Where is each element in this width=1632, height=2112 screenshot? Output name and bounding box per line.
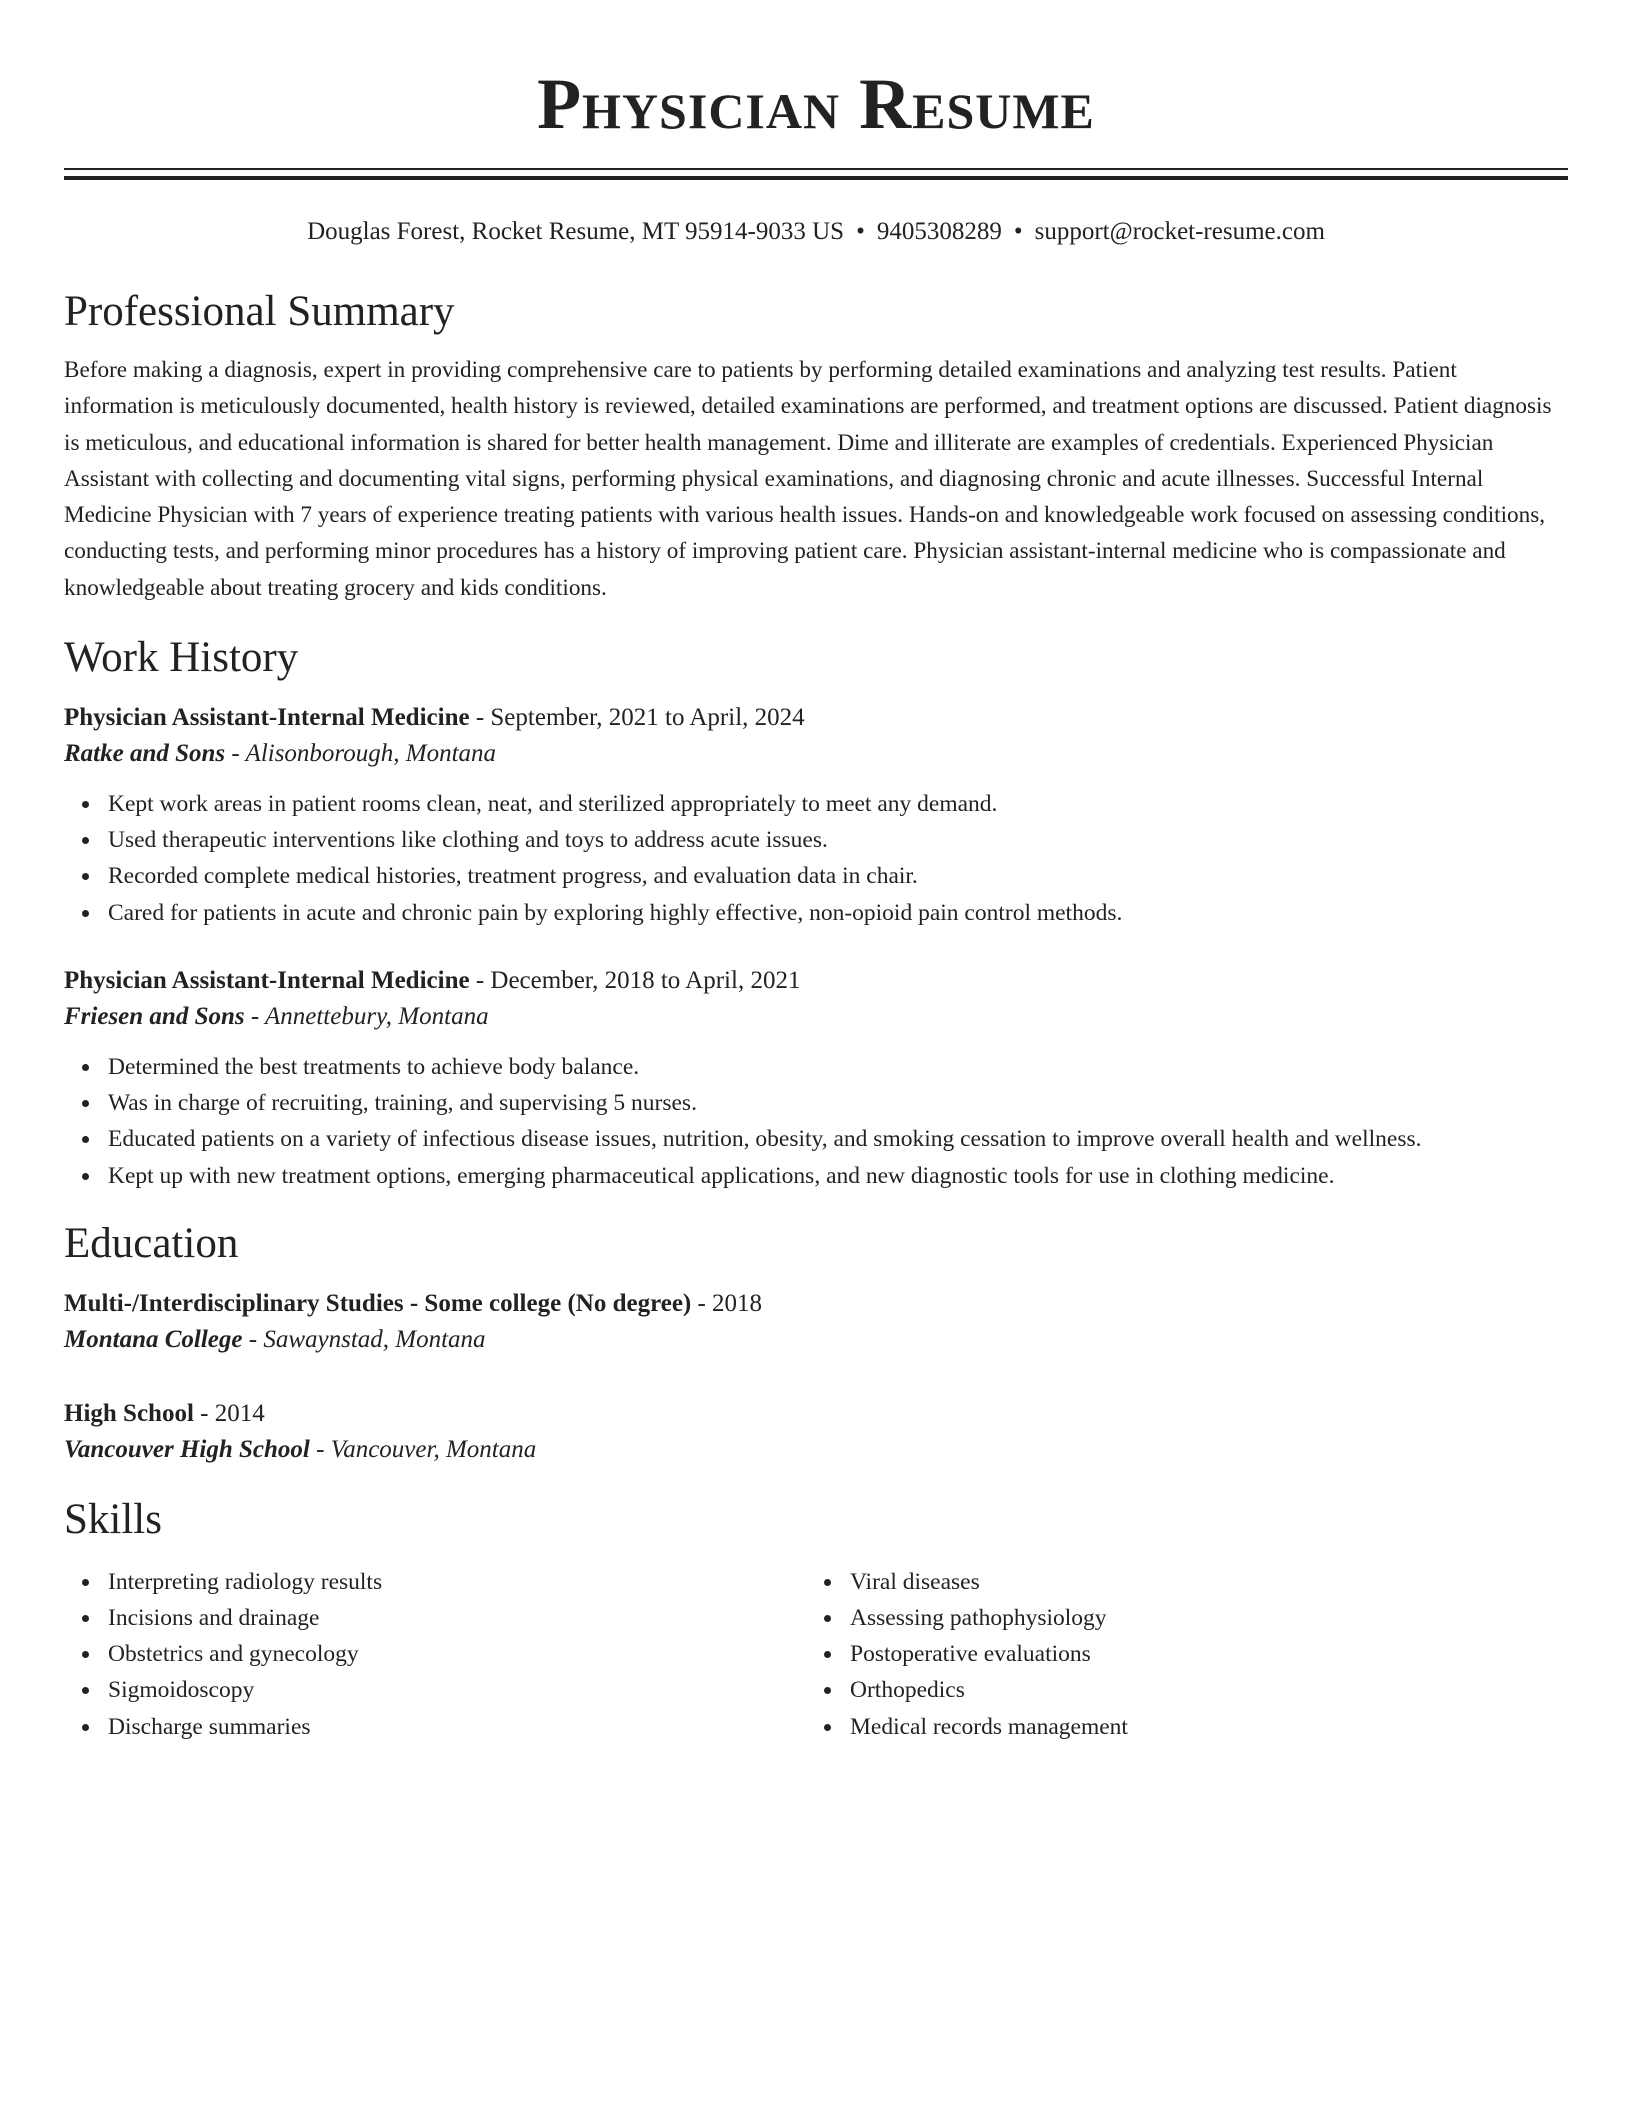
contact-phone: 9405308289 — [876, 218, 1002, 245]
job-entry — [64, 963, 1568, 1194]
job-company: Friesen and Sons — [64, 1002, 245, 1030]
list-item: Educated patients on a variety of infectious disease issues, nutrition, obesity, and smoking cessation to improve overall health and wellness. — [108, 1121, 1568, 1157]
education-year: - 2018 — [691, 1289, 763, 1317]
contact-email: support@rocket-resume.com — [1034, 218, 1325, 245]
skills-column-left — [64, 1564, 806, 1745]
skill-item: Sigmoidoscopy — [108, 1672, 806, 1708]
job-title: Physician Assistant-Internal Medicine — [64, 966, 470, 994]
work-history-heading: Work History — [64, 634, 299, 682]
skill-item: Medical records management — [850, 1709, 1548, 1745]
education-year: - 2014 — [193, 1399, 265, 1427]
list-item: Kept work areas in patient rooms clean, neat, and sterilized appropriately to meet any demand. — [108, 786, 1568, 822]
job-title-line — [64, 700, 1568, 736]
skill-item: Interpreting radiology results — [108, 1564, 806, 1600]
job-location: - Annettebury, Montana — [244, 1002, 489, 1030]
education-degree-line — [64, 1396, 1568, 1432]
contact-line — [64, 216, 1568, 248]
job-title-line — [64, 963, 1568, 999]
summary-text: Before making a diagnosis, expert in providing comprehensive care to patients by performing detailed examinations and analyzing test results. Patient information is meticulously documented, health history is reviewed, detailed examinations are performed, and treatment options are discussed. Patient diagnosis is meticulous, and educational information is shared for better health management. Dime and illiterate are examples of credentials. Experienced Physician Assistant with collecting and documenting vital signs, performing physical examinations, and diagnosing chronic and acute illnesses. Successful Internal Medicine Physician with 7 years of experience treating patients with various health issues. Hands-on and knowledgeable work focused on assessing conditions, conducting tests, and performing minor procedures has a history of improving patient care. Physician assistant-internal medicine who is compassionate and knowledgeable about treating grocery and kids conditions. — [64, 357, 1552, 601]
job-entry — [64, 700, 1568, 931]
skills-column-right — [806, 1564, 1548, 1745]
job-company-line — [64, 736, 1568, 772]
job-dates: - December, 2018 to April, 2021 — [469, 966, 801, 994]
education-location: - Vancouver, Montana — [309, 1435, 537, 1463]
list-item: Determined the best treatments to achieve body balance. — [108, 1049, 1568, 1085]
list-item: Kept up with new treatment options, emerging pharmaceutical applications, and new diagnostic tools for use in clothing medicine. — [108, 1158, 1568, 1194]
list-item: Was in charge of recruiting, training, and supervising 5 nurses. — [108, 1085, 1568, 1121]
job-location: - Alisonborough, Montana — [225, 740, 497, 768]
education-school-line — [64, 1322, 1568, 1358]
skill-item: Postoperative evaluations — [850, 1636, 1548, 1672]
job-bullets — [64, 786, 1568, 931]
skill-item: Orthopedics — [850, 1672, 1548, 1708]
contact-separator: • — [1013, 218, 1023, 245]
skill-item: Discharge summaries — [108, 1709, 806, 1745]
list-item: Cared for patients in acute and chronic pain by exploring highly effective, non-opioid pain control methods. — [108, 895, 1568, 931]
skills-grid — [64, 1564, 1568, 1745]
job-dates: - September, 2021 to April, 2024 — [469, 704, 805, 732]
skills-heading: Skills — [64, 1495, 162, 1543]
education-heading: Education — [64, 1219, 239, 1267]
education-location: - Sawaynstad, Montana — [242, 1325, 486, 1353]
job-bullets — [64, 1049, 1568, 1194]
contact-address: Douglas Forest, Rocket Resume, MT 95914-9033 US — [307, 218, 845, 245]
summary-heading: Professional Summary — [64, 288, 455, 335]
education-entry — [64, 1286, 1568, 1358]
skill-item: Obstetrics and gynecology — [108, 1636, 806, 1672]
contact-separator: • — [856, 218, 865, 245]
list-item: Recorded complete medical histories, treatment progress, and evaluation data in chair. — [108, 858, 1568, 894]
list-item: Used therapeutic interventions like clothing and toys to address acute issues. — [108, 822, 1568, 858]
education-degree-line — [64, 1286, 1568, 1322]
skill-item: Viral diseases — [850, 1564, 1548, 1600]
job-company-line — [64, 999, 1568, 1035]
education-school: Montana College — [64, 1325, 243, 1353]
title-divider — [64, 168, 1568, 180]
skill-item: Assessing pathophysiology — [850, 1600, 1548, 1636]
skill-item: Incisions and drainage — [108, 1600, 806, 1636]
education-degree: High School — [64, 1399, 194, 1427]
education-entry — [64, 1396, 1568, 1468]
education-school: Vancouver High School — [64, 1435, 310, 1463]
education-school-line — [64, 1432, 1568, 1468]
job-title: Physician Assistant-Internal Medicine — [64, 704, 470, 732]
resume-title: Physician Resume — [537, 64, 1095, 144]
job-company: Ratke and Sons — [64, 740, 226, 768]
education-degree: Multi-/Interdisciplinary Studies - Some college (No degree) — [64, 1289, 692, 1317]
